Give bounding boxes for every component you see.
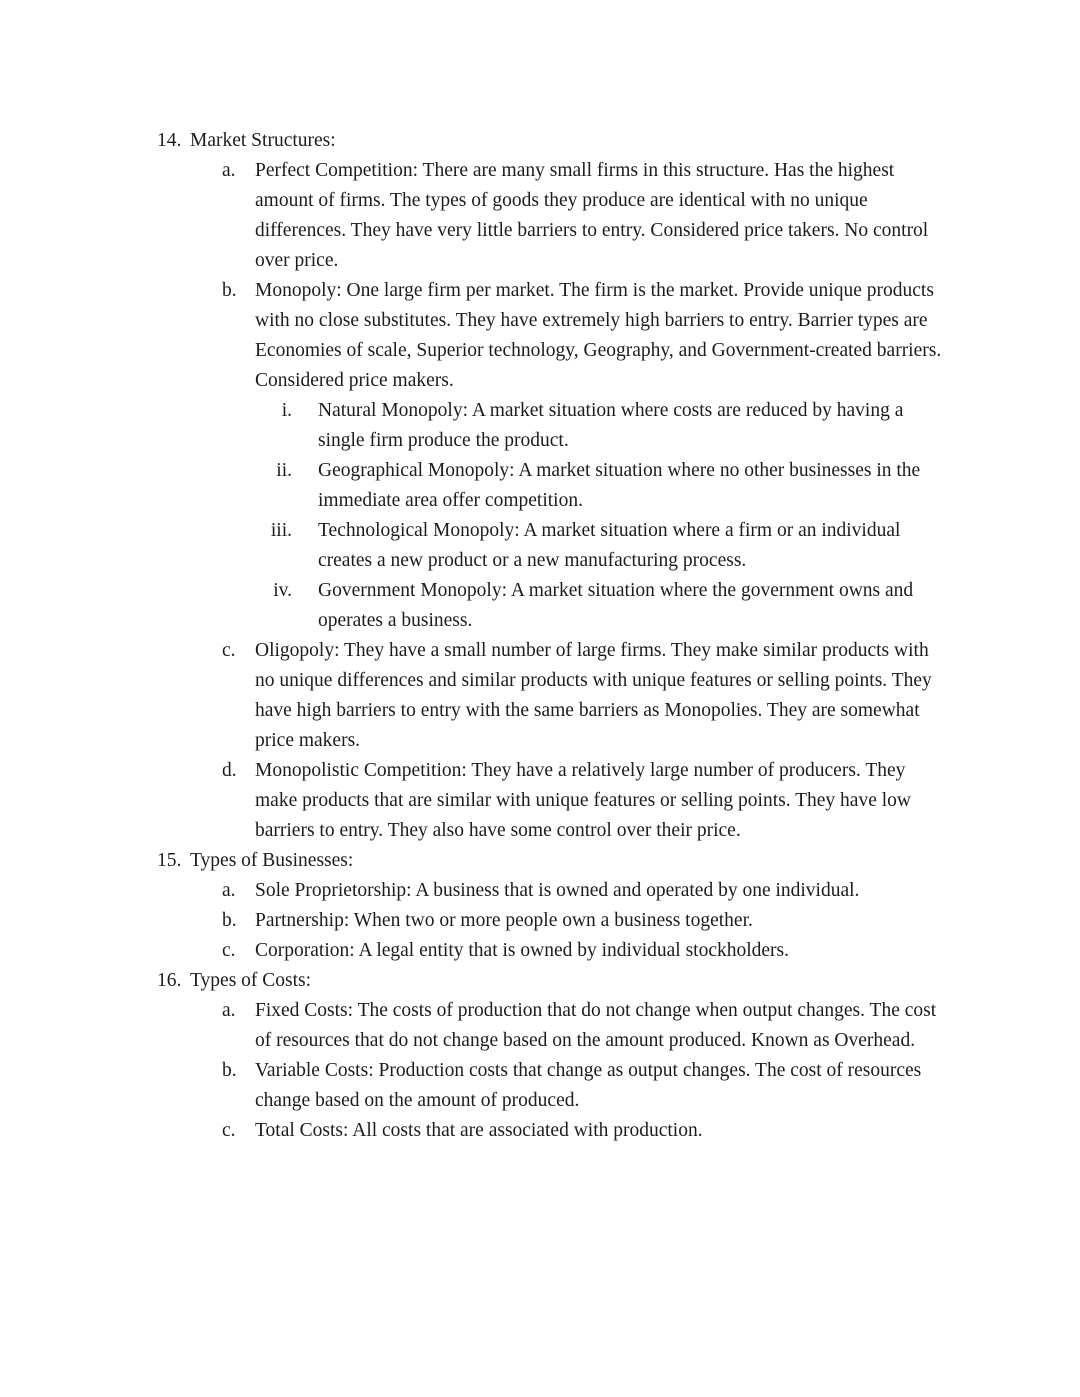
item-letter: b. [222, 1060, 237, 1081]
list-item-15 [157, 846, 952, 966]
list-item-15c [222, 936, 952, 966]
item-text: Government Monopoly: A market situation where the government owns and operates a business. [318, 580, 914, 631]
item-roman: iv. [273, 580, 292, 601]
item-text: Variable Costs: Production costs that change as output changes. The cost of resources change based on the amount of produced. [255, 1060, 922, 1111]
item-body [255, 936, 952, 966]
list-item-16 [157, 966, 952, 1146]
list-item-14b-iii [262, 516, 952, 576]
item-text: Perfect Competition: There are many small firms in this structure. Has the highest amount of firms. The types of goods they produce are identical with no unique differences. They have very little barriers to entry. Considered price takers. No control over price. [255, 160, 929, 271]
section-heading: Types of Costs: [190, 970, 312, 991]
list-item-14b-iv [262, 576, 952, 636]
list-item-16c [222, 1116, 952, 1146]
item-text: Fixed Costs: The costs of production that do not change when output changes. The cost of resources that do not change based on the amount produced. Known as Overhead. [255, 1000, 937, 1051]
item-letter: b. [222, 280, 237, 301]
item-text: Oligopoly: They have a small number of large firms. They make similar products with no unique differences and similar products with unique features or selling points. They have high barriers to entry with the same barriers as Monopolies. They are somewhat price makers. [255, 640, 932, 751]
item-body [255, 996, 952, 1056]
item-roman: ii. [276, 460, 292, 481]
item-body [255, 1116, 952, 1146]
list-item-15b [222, 906, 952, 936]
section-heading: Types of Businesses: [190, 850, 354, 871]
item-letter: a. [222, 880, 236, 901]
list-item-14b-ii [262, 456, 952, 516]
item-letter: d. [222, 760, 237, 781]
item-letter: b. [222, 910, 237, 931]
item-body [255, 756, 952, 846]
item-letter: c. [222, 640, 236, 661]
item-body [255, 876, 952, 906]
item-text: Total Costs: All costs that are associated with production. [255, 1120, 703, 1141]
list-item-14 [157, 126, 952, 846]
item-roman: iii. [270, 520, 292, 541]
item-text: Natural Monopoly: A market situation where costs are reduced by having a single firm produce the product. [318, 400, 904, 451]
item-body [255, 276, 952, 636]
item-letter: a. [222, 1000, 236, 1021]
item-text: Corporation: A legal entity that is owned by individual stockholders. [255, 940, 790, 961]
item-body [255, 906, 952, 936]
list-item-15a [222, 876, 952, 906]
item-letter: c. [222, 1120, 236, 1141]
list-item-14a [222, 156, 952, 276]
item-number: 16. [157, 970, 182, 991]
item-text: Sole Proprietorship: A business that is owned and operated by one individual. [255, 880, 860, 901]
item-body [190, 966, 952, 1146]
item-body [255, 156, 952, 276]
item-text: Monopoly: One large firm per market. The firm is the market. Provide unique products with no close substitutes. They have extremely high barriers to entry. Barrier types are Economies of scale, Superior technology, Geography, and Government-created barriers. Considered price makers. [255, 280, 942, 391]
item-letter: c. [222, 940, 236, 961]
section-heading: Market Structures: [190, 130, 336, 151]
item-number: 14. [157, 130, 182, 151]
item-text: Technological Monopoly: A market situation where a firm or an individual creates a new product or a new manufacturing process. [318, 520, 901, 571]
list-item-14d [222, 756, 952, 846]
item-text: Monopolistic Competition: They have a relatively large number of producers. They make products that are similar with unique features or selling points. They have low barriers to entry. They also have some control over their price. [255, 760, 911, 841]
list-item-16a [222, 996, 952, 1056]
list-item-16b [222, 1056, 952, 1116]
item-letter: a. [222, 160, 236, 181]
list-item-14b-i [262, 396, 952, 456]
item-text: Partnership: When two or more people own a business together. [255, 910, 753, 931]
list-item-14c [222, 636, 952, 756]
list-item-14b [222, 276, 952, 636]
item-body [190, 846, 952, 966]
item-body [255, 636, 952, 756]
item-body [190, 126, 952, 846]
item-body [255, 1056, 952, 1116]
item-text: Geographical Monopoly: A market situation where no other businesses in the immediate area offer competition. [318, 460, 921, 511]
item-number: 15. [157, 850, 182, 871]
item-roman: i. [281, 400, 292, 421]
